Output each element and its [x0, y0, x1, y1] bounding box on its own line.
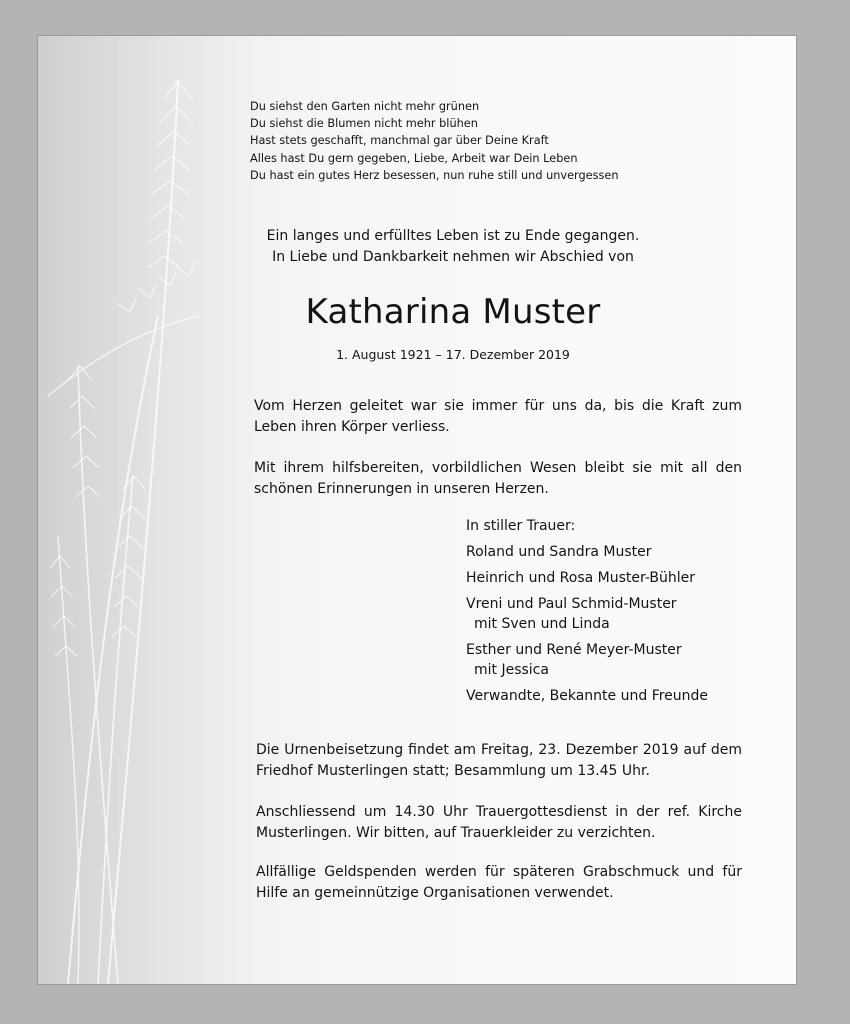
life-dates: 1. August 1921 – 17. Dezember 2019 [336, 347, 570, 362]
tribute-paragraph: Vom Herzen geleitet war sie immer für uns da, bis die Kraft zum Leben ihren Körper verliess. [254, 398, 742, 435]
service-paragraph: Allfällige Geldspenden werden für späteren Grabschmuck und für Hilfe an gemeinnützige Organisationen verwendet. [256, 864, 742, 901]
mourner-entry: Esther und René Meyer-Muster [466, 642, 682, 658]
poem-line: Du siehst den Garten nicht mehr grünen [250, 100, 480, 113]
obituary-card [38, 36, 796, 984]
mourner-entry: Vreni und Paul Schmid-Muster [466, 596, 677, 612]
poem-line: Du siehst die Blumen nicht mehr blühen [250, 117, 478, 131]
intro-block [198, 226, 708, 268]
mourner-entry-sub: mit Jessica [474, 662, 549, 678]
poem-line: Du hast ein gutes Herz besessen, nun ruhe still und unvergessen [250, 168, 619, 182]
intro-line: Ein langes und erfülltes Leben ist zu Ende gegangen. [266, 228, 640, 244]
mourner-entry: Roland und Sandra Muster [466, 544, 652, 560]
deceased-name: Katharina Muster [305, 292, 601, 332]
mourner-entry: Verwandte, Bekannte und Freunde [466, 688, 709, 704]
tribute-paragraph: Mit ihrem hilfsbereiten, vorbildlichen Wesen bleibt sie mit all den schönen Erinnerungen in unseren Herzen. [254, 460, 742, 497]
intro-line: In Liebe und Dankbarkeit nehmen wir Abschied von [272, 249, 634, 265]
mourner-entry: Heinrich und Rosa Muster-Bühler [466, 570, 696, 586]
service-paragraph: Die Urnenbeisetzung findet am Freitag, 23. Dezember 2019 auf dem Friedhof Musterlingen statt; Besammlung um 13.45 Uhr. [256, 742, 742, 779]
service-paragraph: Anschliessend um 14.30 Uhr Trauergottesdienst in der ref. Kirche Musterlingen. Wir bitten, auf Trauerkleider zu verzichten. [256, 804, 742, 841]
poem-block [250, 98, 618, 184]
mourners-heading: In stiller Trauer: [466, 518, 576, 534]
mourners-list [466, 516, 708, 706]
mourner-entry-sub: mit Sven und Linda [474, 616, 610, 632]
poem-line: Hast stets geschafft, manchmal gar über Deine Kraft [250, 134, 549, 148]
poem-line: Alles hast Du gern gegeben, Liebe, Arbeit war Dein Leben [250, 151, 578, 165]
